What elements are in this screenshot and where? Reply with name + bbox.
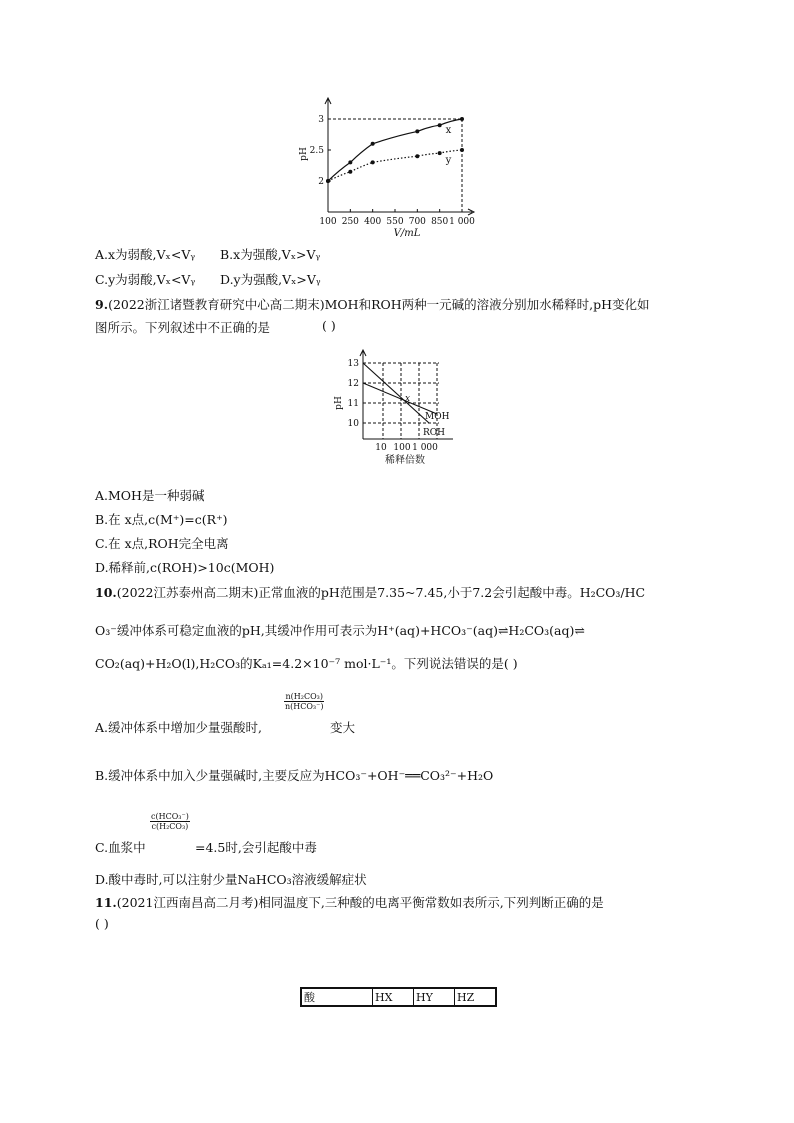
y-tick-label: 13: [347, 359, 359, 369]
fraction-denominator: c(H₂CO₃): [151, 822, 189, 831]
q11-stem-text: (2021江西南昌高二月考)相同温度下,三种酸的电离平衡常数如表所示,下列判断正确的是: [116, 895, 604, 910]
series-y-point: [348, 170, 352, 174]
q10-option-a-tail: 变大: [330, 720, 356, 735]
series-y-line: [328, 150, 462, 181]
series-y-label: y: [445, 155, 452, 167]
x-tick-label: 400: [364, 217, 382, 227]
x-tick-label: 1 000: [449, 217, 475, 227]
q9-stem-text: (2022浙江诸暨教育研究中心高二期末)MOH和ROH两种一元碱的溶液分别加水稀释时,pH变化如: [108, 297, 650, 312]
q8-option-c: C.y为弱酸,Vₓ<Vᵧ: [95, 272, 196, 287]
series-x-label: x: [445, 125, 452, 137]
fraction-denominator: n(HCO₃⁻): [285, 702, 324, 711]
y-tick-label: 10: [347, 419, 359, 429]
series-MOH-label: MOH: [425, 412, 450, 422]
dilution-ph-chart: [325, 348, 465, 473]
x-tick-label: 10: [375, 443, 387, 453]
y-axis-label: pH: [299, 147, 309, 161]
q10-line3: CO₂(aq)+H₂O(l),H₂CO₃的Kₐ₁=4.2×10⁻⁷ mol·L⁻¹。下列说法错误的是( ): [95, 656, 518, 671]
y-tick-label: 2.5: [309, 146, 324, 156]
x-tick-label: 550: [386, 217, 404, 227]
series-x-point: [371, 142, 375, 146]
q10-option-a: A.缓冲体系中增加少量强酸时,: [95, 720, 262, 735]
q9-answer-paren: ( ): [322, 318, 336, 333]
q10-number: 10.: [95, 585, 117, 600]
table-header-cell: 酸: [301, 988, 373, 1006]
series-x-point: [438, 123, 442, 127]
series-y-point: [438, 151, 442, 155]
x-tick-label: 850: [431, 217, 449, 227]
table-header-cell: HX: [373, 988, 414, 1006]
series-y-point: [415, 154, 419, 158]
q11-number: 11.: [95, 895, 117, 910]
x-tick-label: 100: [393, 443, 411, 453]
q10-option-c-fraction: [150, 812, 190, 831]
q9-option-d: D.稀释前,c(ROH)>10c(MOH): [95, 560, 275, 575]
q9-option-a: A.MOH是一种弱碱: [95, 488, 205, 503]
q10-option-a-fraction: [284, 692, 324, 711]
y-tick-label: 3: [318, 115, 324, 125]
series-y-point: [371, 160, 375, 164]
y-tick-label: 2: [318, 177, 324, 187]
q9-option-b: B.在 x点,c(M⁺)=c(R⁺): [95, 512, 228, 527]
x-tick-label: 100: [319, 217, 337, 227]
q9-stem-line2: 图所示。下列叙述中不正确的是: [95, 320, 271, 335]
q10-option-c: C.血浆中: [95, 840, 146, 855]
series-x-point: [348, 160, 352, 164]
q10-line1: [95, 583, 645, 601]
q10-option-c-tail: =4.5时,会引起酸中毒: [195, 840, 317, 855]
series-MOH-line: [363, 383, 437, 414]
q9-stem: [95, 295, 650, 313]
y-tick-label: 12: [347, 379, 359, 389]
series-x-point: [460, 117, 464, 121]
q8-option-d: D.y为强酸,Vₓ>Vᵧ: [220, 272, 321, 287]
series-ROH-label: ROH: [423, 428, 446, 438]
q10-line1-text: (2022江苏泰州高二期末)正常血液的pH范围是7.35~7.45,小于7.2会引起酸中毒。H₂CO₃/HC: [116, 585, 646, 600]
q10-line2: O₃⁻缓冲体系可稳定血液的pH,其缓冲作用可表示为H⁺(aq)+HCO₃⁻(aq)⇌H₂CO₃(aq)⇌: [95, 623, 585, 638]
fraction-numerator: n(H₂CO₃): [285, 692, 323, 701]
table-header-cell: HZ: [455, 988, 497, 1006]
acid-constant-table: [300, 987, 497, 1007]
series-x-point: [415, 129, 419, 133]
y-axis-label: pH: [334, 396, 344, 410]
q11-answer-paren: ( ): [95, 916, 109, 931]
table-header-row: [301, 988, 496, 1006]
x-axis-label: 稀释倍数: [385, 455, 425, 466]
fraction-numerator: c(HCO₃⁻): [151, 812, 189, 821]
series-y-point: [460, 148, 464, 152]
q10-option-b: B.缓冲体系中加入少量强碱时,主要反应为HCO₃⁻+OH⁻══CO₃²⁻+H₂O: [95, 768, 494, 783]
series-y-point: [326, 179, 330, 183]
ph-volume-chart: [290, 95, 490, 245]
x-tick-label: 250: [341, 217, 359, 227]
y-tick-label: 11: [347, 399, 359, 409]
q8-option-a: A.x为弱酸,Vₓ<Vᵧ: [95, 247, 196, 262]
table-header-cell: HY: [414, 988, 455, 1006]
q9-number: 9.: [95, 297, 109, 312]
q9-option-c: C.在 x点,ROH完全电离: [95, 536, 229, 551]
series-x-line: [328, 119, 462, 181]
q10-option-d: D.酸中毒时,可以注射少量NaHCO₃溶液缓解症状: [95, 872, 367, 887]
x-axis-label: V/mL: [393, 228, 421, 239]
x-tick-label: 700: [408, 217, 426, 227]
q11-stem: [95, 893, 604, 911]
x-tick-label: 1 000: [412, 443, 438, 453]
q8-option-b: B.x为强酸,Vₓ>Vᵧ: [220, 247, 321, 262]
point-x-label: x: [405, 394, 411, 404]
